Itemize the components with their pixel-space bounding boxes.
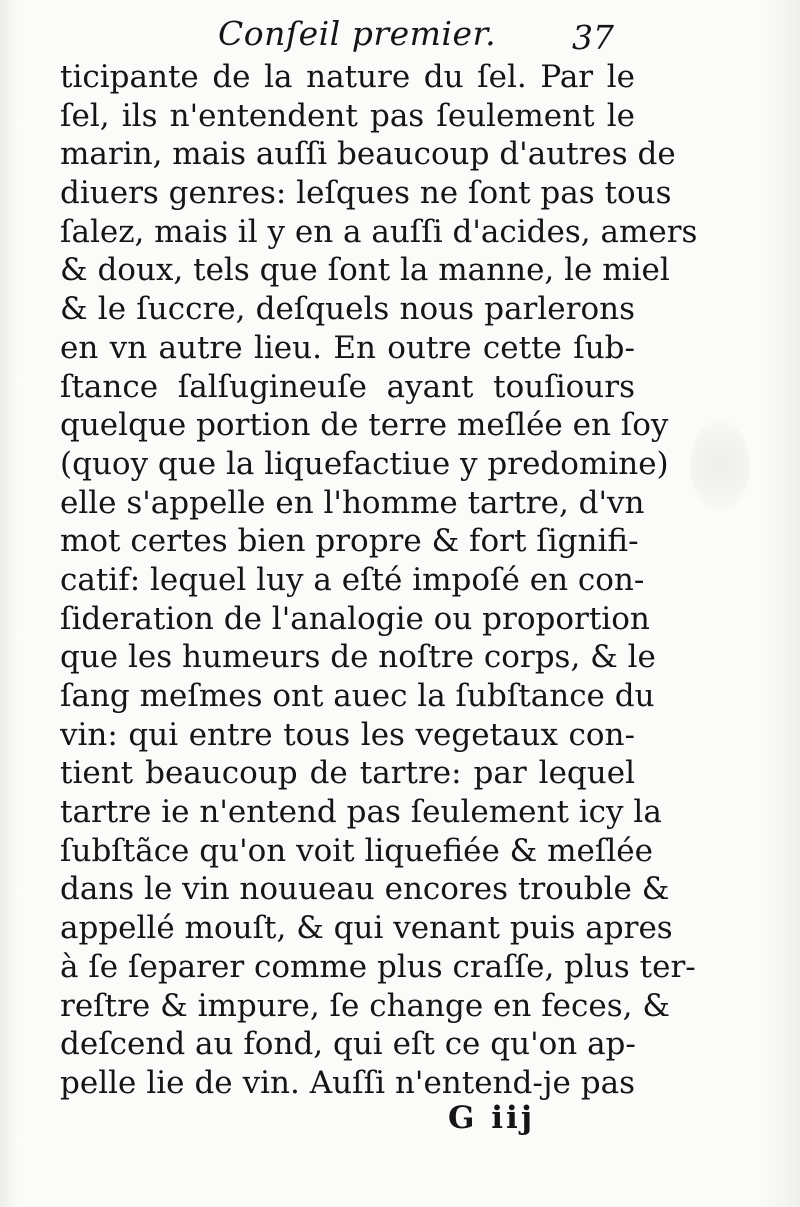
text-line: elle s'appelle en l'homme tartre, d'vn (60, 484, 645, 521)
text-line: & le ſuccre, deſquels nous parlerons (60, 291, 635, 328)
text-line: marin, mais auſſi beaucoup d'autres de (60, 136, 676, 173)
text-line: quelque portion de terre meſlée en ſoy (60, 407, 669, 444)
text-line: appellé mouſt, & qui venant puis apres (60, 910, 673, 947)
running-head (0, 14, 800, 60)
text-line: reſtre & impure, ſe change en feces, & (60, 987, 670, 1024)
text-line: dans le vin nouueau encores trouble & (60, 871, 670, 908)
text-line: ſalez, mais il y en a auſſi d'acides, amers (60, 213, 698, 250)
body-text (60, 58, 698, 1103)
text-line: ſtance ſalſugineuſe ayant touſiours (60, 368, 635, 405)
text-line: ſubſtãce qu'on voit liquefiée & meſlée (60, 832, 653, 869)
text-line: mot certes bien propre & fort ſignifi- (60, 523, 639, 560)
text-line: vin: qui entre tous les vegetaux con- (60, 716, 635, 753)
paper-stain (690, 420, 750, 510)
text-line: en vn autre lieu. En outre cette ſub- (60, 329, 635, 366)
text-line: tient beaucoup de tartre: par lequel (60, 755, 635, 792)
running-title: Conſeil premier. (218, 14, 497, 53)
text-line: que les humeurs de noſtre corps, & le (60, 639, 656, 676)
signature-mark: G iij (448, 1100, 536, 1136)
text-line: à ſe ſeparer comme plus craſſe, plus ter- (60, 948, 696, 985)
text-line: ſideration de l'analogie ou proportion (60, 600, 650, 637)
text-line: ſang meſmes ont auec la ſubſtance du (60, 678, 655, 714)
text-line: deſcend au fond, qui eſt ce qu'on ap- (60, 1026, 636, 1063)
text-line: diuers genres: leſques ne ſont pas tous (60, 175, 672, 212)
text-line: catif: lequel luy a eſté impoſé en con- (60, 561, 645, 598)
text-line: & doux, tels que ſont la manne, le miel (60, 252, 670, 289)
text-line: ticipante de la nature du ſel. Par le (60, 59, 635, 95)
text-line: tartre ie n'entend pas ſeulement icy la (60, 794, 662, 831)
text-line: (quoy que la liquefactiue y predomine) (60, 445, 669, 482)
text-line: pelle lie de vin. Auſſi n'entend-je pas (60, 1064, 635, 1101)
page-number: 37 (572, 18, 614, 57)
text-line: ſel, ils n'entendent pas ſeulement le (60, 97, 635, 134)
